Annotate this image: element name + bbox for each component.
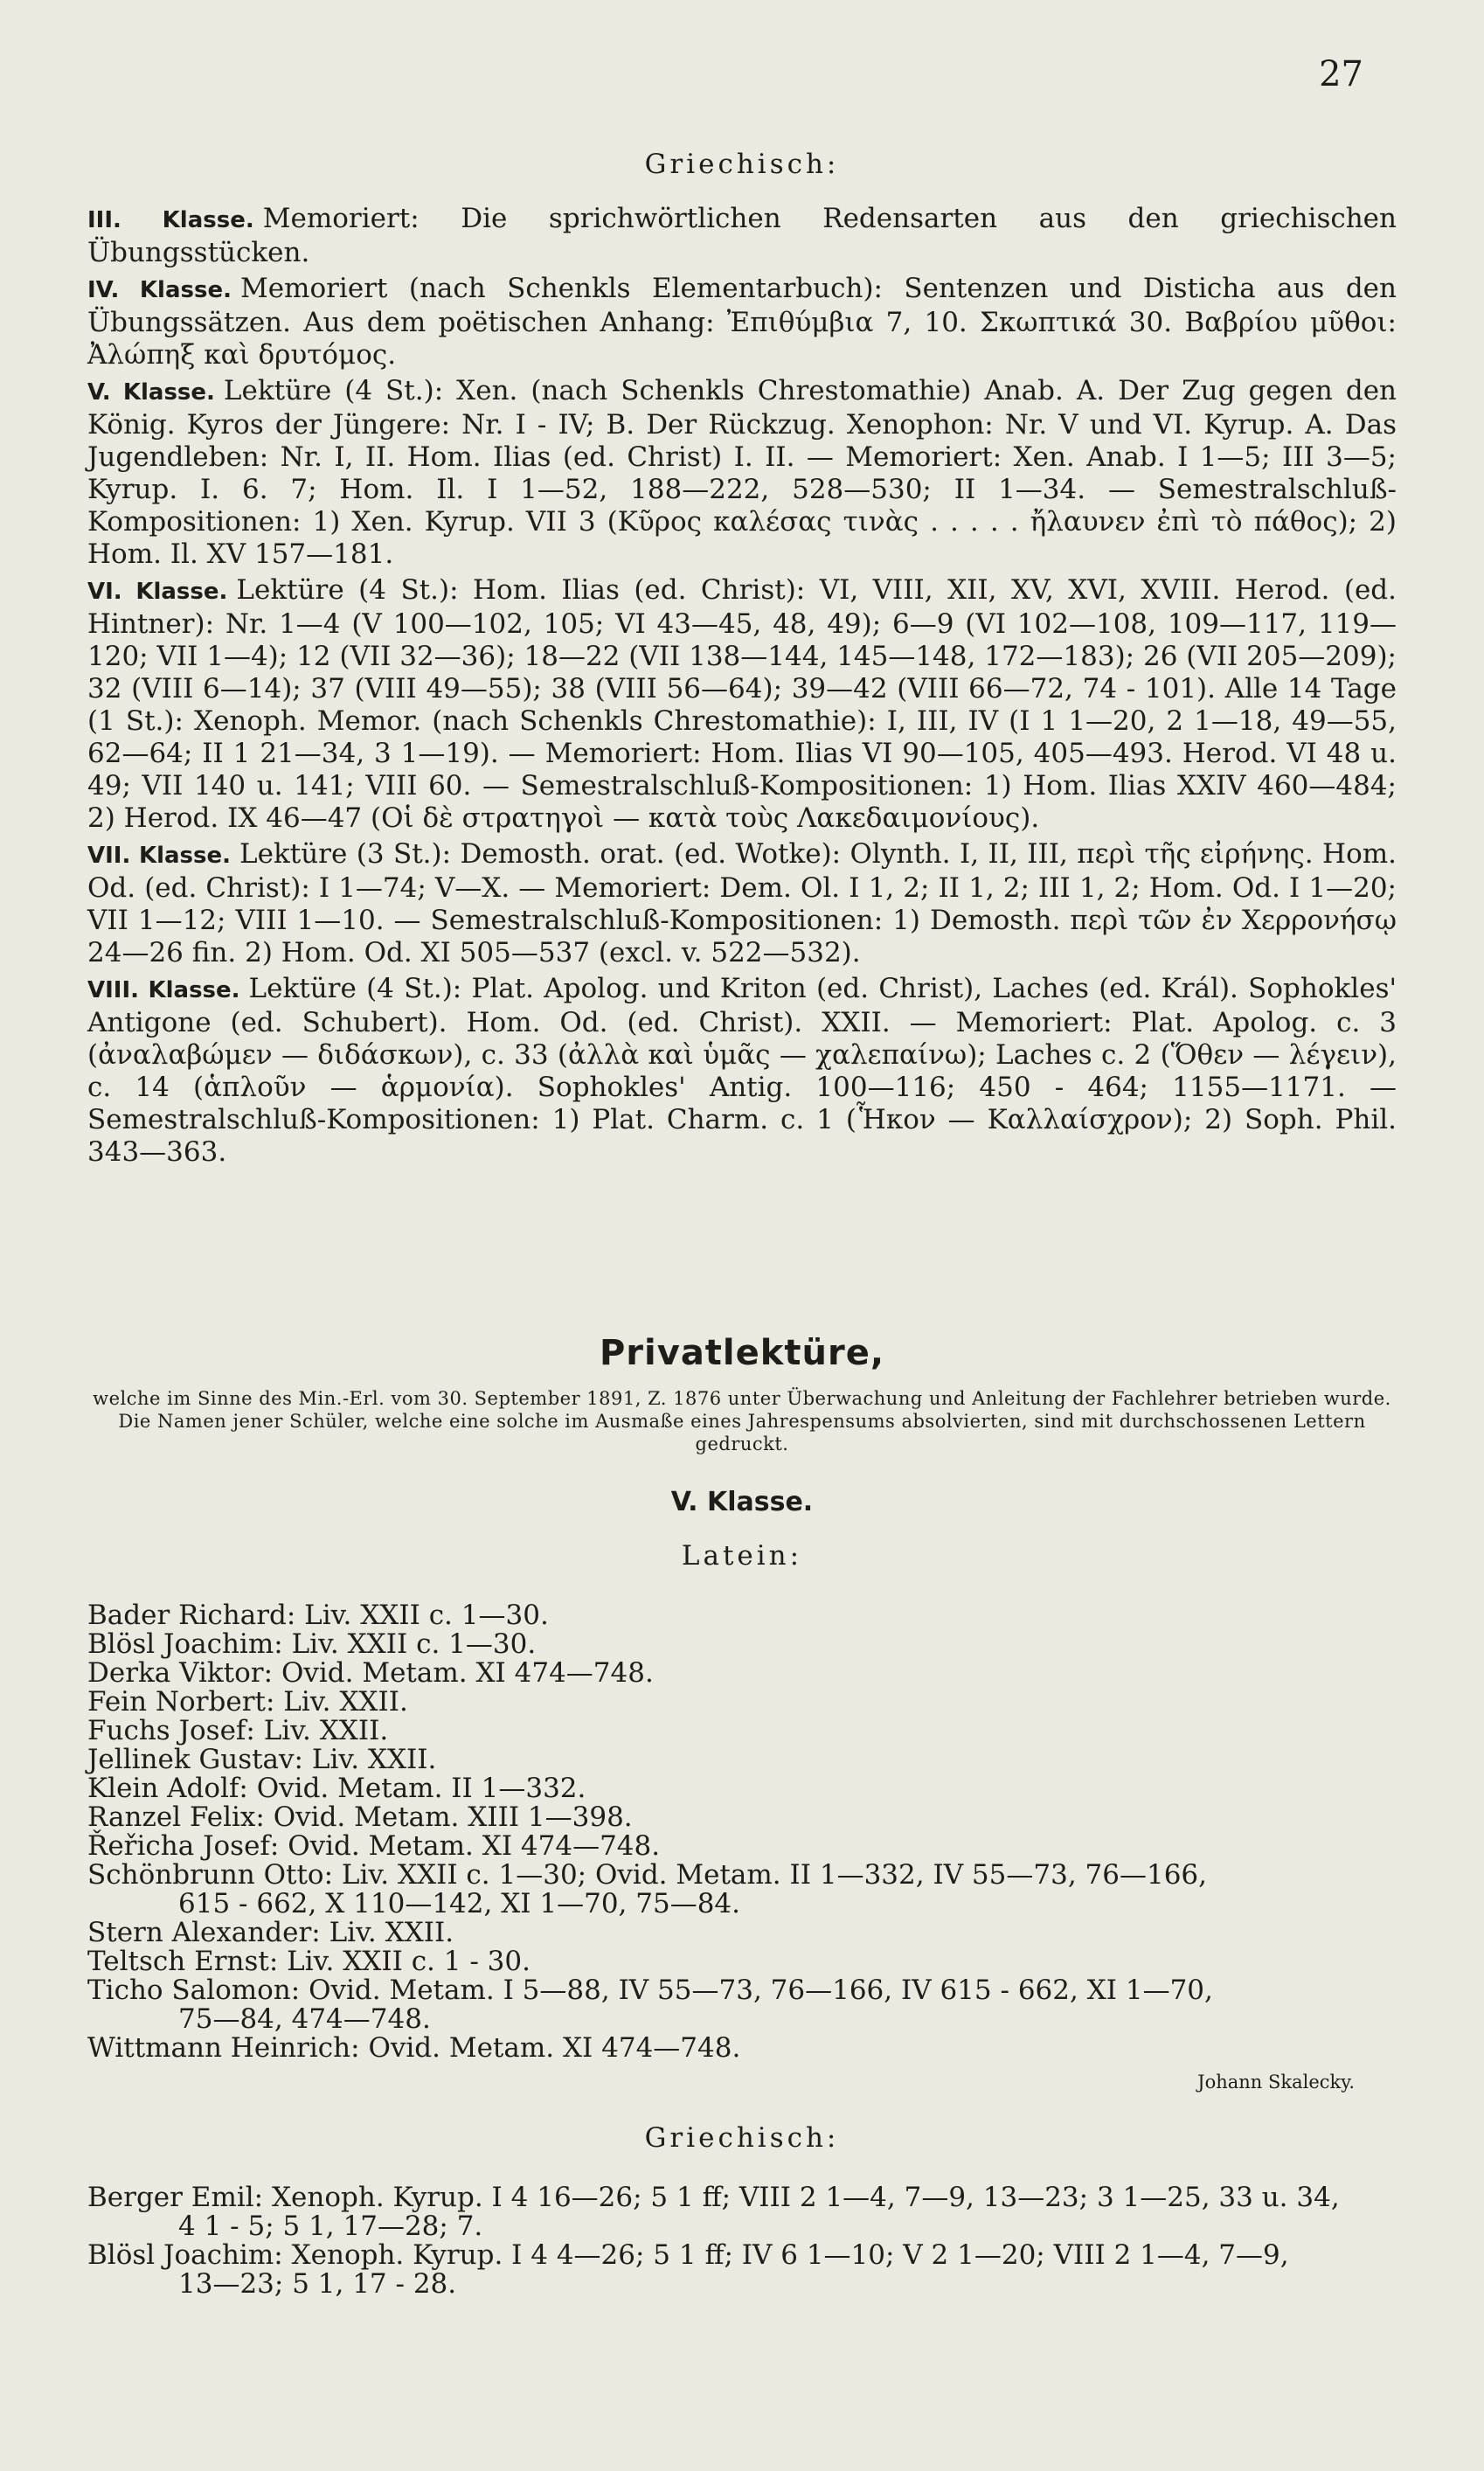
student-name: Blösl Joachim: <box>87 2239 283 2271</box>
student-name: Jellinek Gustav: <box>87 1744 304 1775</box>
student-name: Wittmann Heinrich: <box>87 2032 360 2064</box>
klasse-text: Memoriert: Die sprichwörtlichen Redensarten aus den griechischen Übungsstücken. <box>87 203 1397 268</box>
list-item <box>87 1659 1397 1688</box>
student-name: Fein Norbert: <box>87 1686 275 1718</box>
student-name: Berger Emil: <box>87 2182 264 2213</box>
subheading-griechisch: Griechisch: <box>644 2122 840 2154</box>
list-item-continuation: 615 - 662, X 110—142, XI 1—70, 75—84. <box>178 1888 740 1919</box>
section-heading-griechisch: Griechisch: <box>644 149 840 180</box>
reading: Liv. XXII c. 1 - 30. <box>287 1946 530 1977</box>
privatlektuere-note: welche im Sinne des Min.-Erl. vom 30. September 1891, Z. 1876 unter Überwachung und Anleitung der Fachlehrer betrieben wurde. Die Namen jener Schüler, welche eine solche im Ausmaße eines Jahrespensums absolvierten, sind mit durchschossenen Lettern gedruckt. <box>93 1388 1391 1454</box>
paragraph-klasse-5 <box>87 375 1397 571</box>
griechisch-list <box>87 2183 1397 2299</box>
reading: Liv. XXII. <box>329 1917 454 1948</box>
reading: Ovid. Metam. XI 474—748. <box>288 1830 661 1862</box>
klasse-label: VII. Klasse. <box>87 843 232 869</box>
list-item <box>87 1717 1397 1746</box>
reading: Liv. XXII. <box>263 1715 389 1746</box>
klasse-text: Memoriert (nach Schenkls Elementarbuch): Sentenzen und Disticha aus den Übungssätzen. Aus dem poëtischen Anhang: Ἐπιθύμβια 7, 10. Σκωπτικά 30. Βαβρίου μῦθοι: Ἀλώπηξ καὶ δρυτόμος. <box>87 273 1397 371</box>
reading: Ovid. Metam. II 1—332. <box>256 1773 586 1804</box>
klasse-label: III. Klasse. <box>87 207 254 233</box>
reading: Ovid. Metam. I 5—88, IV 55—73, 76—166, IV 615 - 662, XI 1—70, <box>309 1975 1213 2006</box>
student-name: Klein Adolf: <box>87 1773 248 1804</box>
reading: Liv. XXII c. 1—30. <box>291 1628 537 1660</box>
griechisch-section <box>87 149 1397 1169</box>
latein-list <box>87 1601 1397 2063</box>
klasse-text: Lektüre (4 St.): Xen. (nach Schenkls Chrestomathie) Anab. A. Der Zug gegen den König. Kyros der Jüngere: Nr. I - IV; B. Der Rückzug. Xenophon: Nr. V und VI. Kyrup. A. Das Jugendleben: Nr. I, II. Hom. Ilias (ed. Christ) I. II. — Memoriert: Xen. Anab. I 1—5; III 3—5; Kyrup. I. 6. 7; Hom. Il. I 1—52, 188—222, 528—530; II 1—34. — Semestralschluß-Kompositionen: 1) Xen. Kyrup. VII 3 (Κῦρος καλέσας τινὰς . . . . . ἤλαυνεν ἐπὶ τὸ πάθος); 2) Hom. Il. XV 157—181. <box>87 375 1397 570</box>
signature: Johann Skalecky. <box>1197 2072 1355 2093</box>
klasse-label: IV. Klasse. <box>87 277 232 303</box>
reading: Liv. XXII c. 1—30. <box>304 1600 549 1631</box>
reading: Liv. XXII c. 1—30; Ovid. Metam. II 1—332, IV 55—73, 76—166, <box>341 1859 1207 1891</box>
paragraph-klasse-7 <box>87 838 1397 969</box>
list-item <box>87 1630 1397 1659</box>
list-item-continuation: 4 1 - 5; 5 1, 17—28; 7. <box>178 2211 483 2242</box>
list-item <box>87 2034 1397 2063</box>
list-item <box>87 1832 1397 1861</box>
class-heading-v: V. Klasse. <box>670 1487 814 1517</box>
reading: Xenoph. Kyrup. I 4 16—26; 5 1 ff; VIII 2 1—4, 7—9, 13—23; 3 1—25, 33 u. 34, <box>271 2182 1340 2213</box>
list-item <box>87 1774 1397 1803</box>
privatlektuere-title: Privatlektüre, <box>599 1333 885 1373</box>
klasse-text: Lektüre (3 St.): Demosth. orat. (ed. Wotke): Olynth. I, II, III, περὶ τῆς εἰρήνης. Hom. Od. (ed. Christ): I 1—74; V—X. — Memoriert: Dem. Ol. I 1, 2; II 1, 2; III 1, 2; Hom. Od. I 1—20; VII 1—12; VIII 1—10. — Semestralschluß-Kompositionen: 1) Demosth. περὶ τῶν ἐν Χερρονήσῳ 24—26 fin. 2) Hom. Od. XI 505—537 (excl. v. 522—532). <box>87 838 1397 968</box>
reading: Ovid. Metam. XI 474—748. <box>281 1657 654 1689</box>
paragraph-klasse-6 <box>87 574 1397 835</box>
list-item <box>87 1601 1397 1630</box>
privatlektuere-section <box>87 1333 1397 2299</box>
student-name: Teltsch Ernst: <box>87 1946 279 1977</box>
list-item <box>87 1861 1397 1890</box>
paragraph-klasse-4 <box>87 273 1397 371</box>
klasse-label: V. Klasse. <box>87 379 215 406</box>
list-item <box>87 1746 1397 1774</box>
klasse-text: Lektüre (4 St.): Hom. Ilias (ed. Christ): VI, VIII, XII, XV, XVI, XVIII. Herod. (ed. Hintner): Nr. 1—4 (V 100—102, 105; VI 43—45, 48, 49); 6—9 (VI 102—108, 109—117, 119—120; VII 1—4); 12 (VII 32—36); 18—22 (VII 138—144, 145—148, 172—183); 26 (VII 205—209); 32 (VIII 6—14); 37 (VIII 49—55); 38 (VIII 56—64); 39—42 (VIII 66—72, 74 - 101). Alle 14 Tage (1 St.): Xenoph. Memor. (nach Schenkls Chrestomathie): I, III, IV (I 1 1—20, 2 1—18, 49—55, 62—64; II 1 21—34, 3 1—19). — Memoriert: Hom. Ilias VI 90—105, 405—493. Herod. VI 48 u. 49; VII 140 u. 141; VIII 60. — Semestralschluß-Kompositionen: 1) Hom. Ilias XXIV 460—484; 2) Herod. IX 46—47 (Οἱ δὲ στρατηγοὶ — κατὰ τοὺς Λακεδαιμονίους). <box>87 574 1397 834</box>
list-item <box>87 2241 1397 2270</box>
student-name: Ranzel Felix: <box>87 1801 265 1833</box>
page-number: 27 <box>1319 54 1363 94</box>
reading: Ovid. Metam. XI 474—748. <box>368 2032 741 2064</box>
reading: Liv. XXII. <box>311 1744 437 1775</box>
klasse-text: Lektüre (4 St.): Plat. Apolog. und Kriton (ed. Christ), Laches (ed. Král). Sophokles' Antigone (ed. Schubert). Hom. Od. (ed. Christ). XXII. — Memoriert: Plat. Apolog. c. 3 (ἀναλαβώμεν — διδάσκων), c. 33 (ἀλλὰ καὶ ὑμᾶς — χαλεπαίνω); Laches c. 2 (Ὅθεν — λέγειν), c. 14 (ἁπλοῦν — ἁρμονία). Sophokles' Antig. 100—116; 450 - 464; 1155—1171. — Semestralschluß-Kompositionen: 1) Plat. Charm. c. 1 (Ἧκον — Καλλαίσχρον); 2) Soph. Phil. 343—363. <box>87 973 1397 1168</box>
student-name: Schönbrunn Otto: <box>87 1859 334 1891</box>
reading: Ovid. Metam. XIII 1—398. <box>273 1801 633 1833</box>
student-name: Derka Viktor: <box>87 1657 274 1689</box>
student-name: Ticho Salomon: <box>87 1975 301 2006</box>
paragraph-klasse-3 <box>87 203 1397 269</box>
student-name: Fuchs Josef: <box>87 1715 255 1746</box>
klasse-label: VI. Klasse. <box>87 579 228 605</box>
paragraph-klasse-8 <box>87 973 1397 1169</box>
subheading-latein: Latein: <box>681 1540 803 1572</box>
list-item-continuation: 75—84, 474—748. <box>178 2003 431 2035</box>
list-item <box>87 1688 1397 1717</box>
list-item <box>87 2183 1397 2212</box>
list-item-continuation: 13—23; 5 1, 17 - 28. <box>178 2268 457 2300</box>
list-item <box>87 1976 1397 2005</box>
student-name: Bader Richard: <box>87 1600 296 1631</box>
list-item <box>87 1803 1397 1832</box>
reading: Liv. XXII. <box>283 1686 408 1718</box>
list-item <box>87 1947 1397 1976</box>
list-item <box>87 1919 1397 1947</box>
student-name: Řeřicha Josef: <box>87 1830 280 1862</box>
reading: Xenoph. Kyrup. I 4 4—26; 5 1 ff; IV 6 1—10; V 2 1—20; VIII 2 1—4, 7—9, <box>291 2239 1289 2271</box>
student-name: Blösl Joachim: <box>87 1628 283 1660</box>
klasse-label: VIII. Klasse. <box>87 977 240 1003</box>
student-name: Stern Alexander: <box>87 1917 321 1948</box>
